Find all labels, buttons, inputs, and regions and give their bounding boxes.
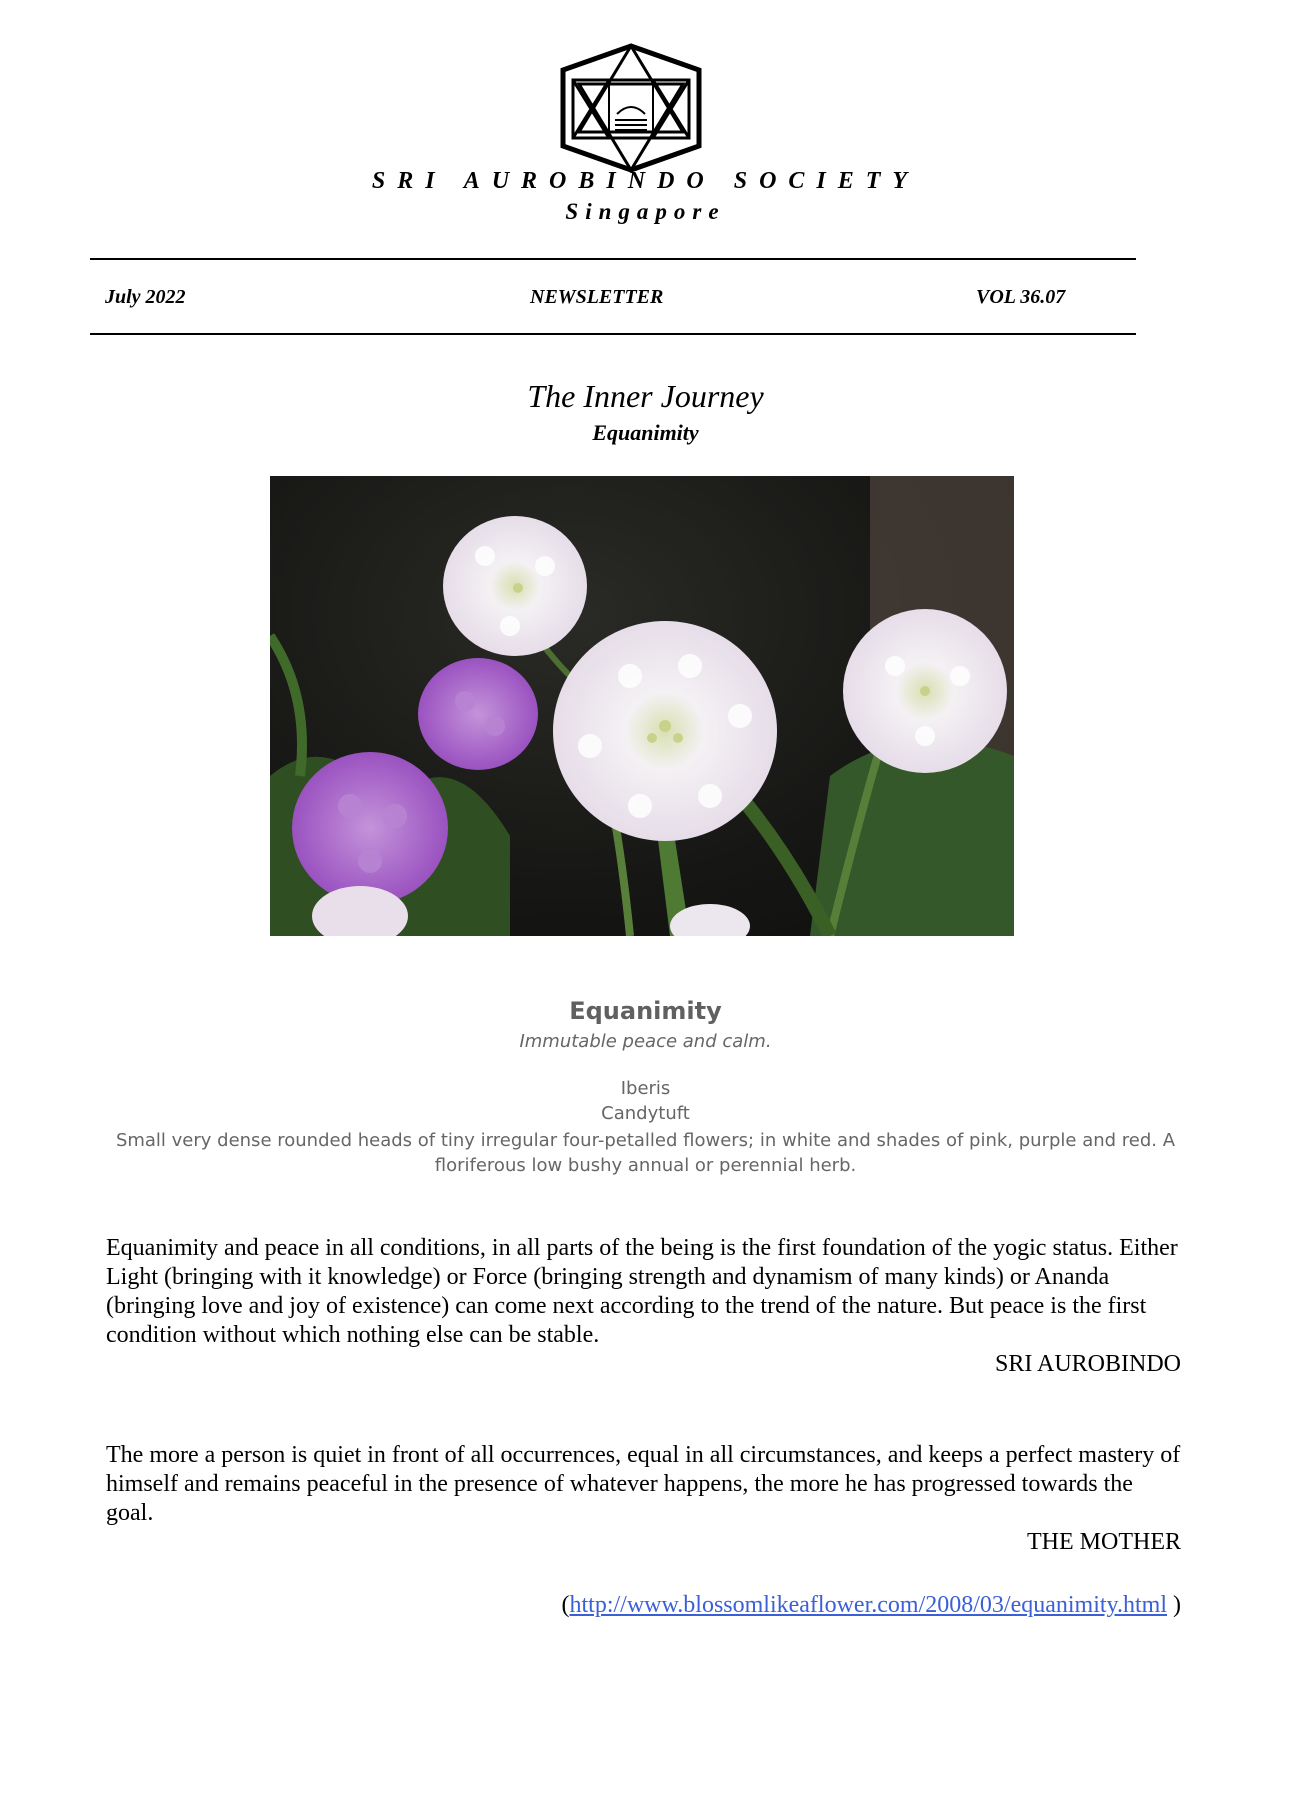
top-divider — [90, 258, 1136, 260]
source-open-paren: ( — [561, 1592, 570, 1618]
bottom-divider — [90, 333, 1136, 335]
society-name: SRI AUROBINDO SOCIETY — [371, 168, 920, 194]
newsletter-label: NEWSLETTER — [530, 286, 664, 308]
newsletter-date: July 2022 — [105, 286, 186, 308]
flower-photo-art — [270, 476, 1014, 936]
quote-aurobindo-text: Equanimity and peace in all conditions, in all parts of the being is the first foundation of the yogic status. Either Light (bringing with it knowledge) or Force (bringing strength and dynamism of many kinds) or Ananda (bringing love and joy of existence) can come next according to the trend of the nature. But peace is the first condition without which nothing else can be stable. — [106, 1235, 1178, 1348]
caption-subtitle: Immutable peace and calm. — [519, 1031, 772, 1052]
source-link[interactable]: http://www.blossomlikeaflower.com/2008/03/equanimity.html — [569, 1592, 1167, 1618]
quote-mother-text: The more a person is quiet in front of all occurrences, equal in all circumstances, and keeps a perfect mastery of himself and remains peaceful in the presence of whatever happens, the more he has progressed towards the goal. — [106, 1442, 1181, 1526]
flower-photo — [270, 476, 1014, 936]
newsletter-volume: VOL 36.07 — [976, 286, 1066, 308]
article-subtitle: Equanimity — [592, 420, 699, 445]
caption-common-name: Candytuft — [601, 1103, 690, 1124]
source-citation — [562, 1592, 1182, 1619]
society-city: Singapore — [565, 199, 726, 224]
source-close-paren: ) — [1167, 1592, 1181, 1618]
caption-description: Small very dense rounded heads of tiny irregular four-petalled flowers; in white and shades of pink, purple and red. A floriferous low bushy annual or perennial herb. — [115, 1130, 1176, 1176]
quote-mother-author: THE MOTHER — [1027, 1529, 1181, 1555]
society-logo-icon — [559, 42, 703, 174]
quote-aurobindo-author: SRI AUROBINDO — [994, 1351, 1181, 1377]
caption-latin-name: Iberis — [620, 1078, 671, 1099]
article-title: The Inner Journey — [527, 378, 764, 414]
caption-title: Equanimity — [569, 997, 722, 1025]
